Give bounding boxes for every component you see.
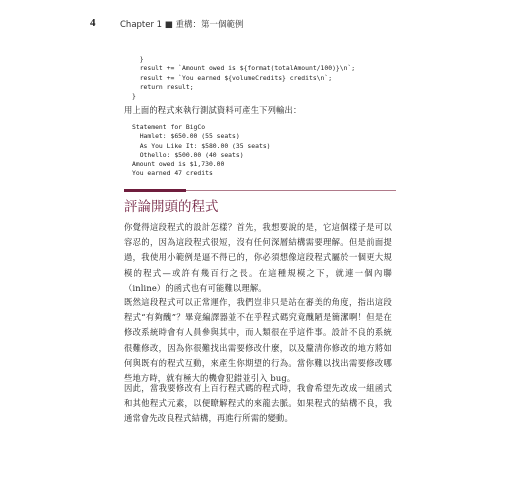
body-paragraph: 因此，當我要修改有上百行程式碼的程式時，我會希望先改成一組函式和其他程式元素，以便瞭解程式的來龍去脈。如果程式的結構不良，我通常會先改良程式結構，再進行所需的變動。: [124, 383, 392, 424]
section-divider-accent: [124, 189, 186, 192]
section-heading: 評論開頭的程式: [124, 199, 219, 215]
page-number: 4: [90, 17, 96, 29]
page-header: [90, 17, 496, 33]
intro-paragraph: 用上面的程式來執行測試資料可產生下列輸出：: [124, 105, 302, 115]
body-paragraph: 既然這段程式可以正常運作，我們豈非只是站在審美的角度，指出這段程式“有夠醜”？畢竟編譯器並不在乎程式碼究竟醜陋是簡潔啊！但是在修改系統時會有人員參與其中，而人類很在乎這件事。設計不良的系統很難修改，因為你很難找出需要修改什麼，以及釐清你修改的地方將如何與既有的程式互動，來產生你期望的行為。當你難以找出需要修改哪些地方時，就有極大的機會犯錯並引入 bug。: [124, 297, 392, 384]
running-header-title: Chapter 1 ■ 重構：第一個範例: [120, 20, 244, 30]
code-listing: } result += `Amount owed is ${format(totalAmount/100)}\n`; result += `You earned ${volumeCredits} credits\n`; return result; }: [132, 55, 356, 101]
body-paragraph: 你覺得這段程式的設計怎樣？首先，我想要說的是，它這個樣子是可以容忍的，因為這段程式很短，沒有任何深層結構需要理解。但是前面提過，我使用小範例是逼不得已的，你必須想像這段程式屬於一個更大規模的程式—或許有幾百行之長。在這種規模之下，就連一個內聯（inline）的函式也有可能難以理解。: [124, 222, 392, 293]
program-output-listing: Statement for BigCo Hamlet: $650.00 (55 seats) As You Like It: $580.00 (35 seats) Othello: $500.00 (40 seats) Amount owed is $1,730.00 You earned 47 credits: [132, 123, 271, 178]
